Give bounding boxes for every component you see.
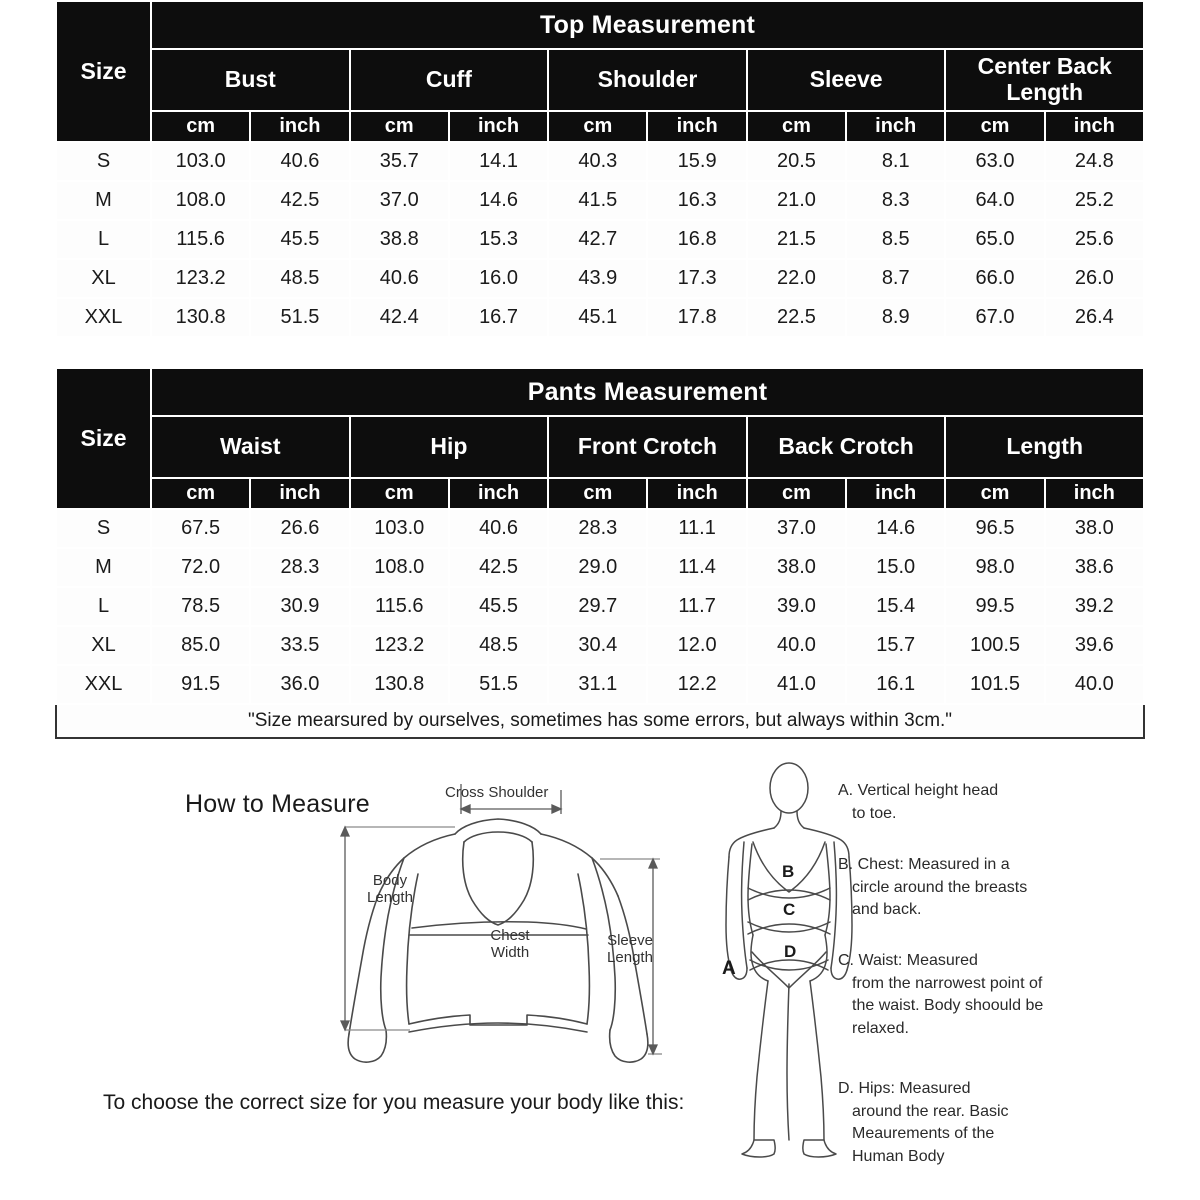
table-cell: 15.0 [846,548,945,587]
top-unit-cell: inch [449,111,548,142]
table-cell: 26.4 [1045,298,1144,337]
table-cell: 17.3 [647,259,746,298]
table-cell: 103.0 [151,142,250,181]
table-cell: 11.7 [647,587,746,626]
table-cell: 41.0 [747,665,846,704]
footnote-row [56,704,1144,738]
pants-unit-cell: inch [250,478,349,509]
top-group-cuff: Cuff [350,49,549,111]
table-row [56,509,1144,548]
how-to-measure-title: How to Measure [185,790,370,818]
figure-letter-a: A [722,958,736,979]
description-d [838,1078,1050,1169]
table-cell: 8.7 [846,259,945,298]
table-cell: 25.2 [1045,181,1144,220]
row-size-label: S [56,142,151,181]
table-cell: 25.6 [1045,220,1144,259]
row-size-label: L [56,587,151,626]
table-cell: 12.2 [647,665,746,704]
pants-table-title: Pants Measurement [151,368,1144,416]
table-cell: 16.3 [647,181,746,220]
table-cell: 51.5 [449,665,548,704]
row-size-label: XXL [56,298,151,337]
table-cell: 16.1 [846,665,945,704]
pants-unit-cell: cm [945,478,1044,509]
table-cell: 67.0 [945,298,1044,337]
table-row [56,548,1144,587]
row-size-label: XL [56,626,151,665]
table-cell: 38.0 [747,548,846,587]
table-cell: 130.8 [151,298,250,337]
top-unit-cell: inch [1045,111,1144,142]
top-table-title: Top Measurement [151,1,1144,49]
table-cell: 40.6 [350,259,449,298]
table-cell: 40.6 [250,142,349,181]
row-size-label: L [56,220,151,259]
pants-group-hip: Hip [350,416,549,478]
table-cell: 101.5 [945,665,1044,704]
table-cell: 15.7 [846,626,945,665]
table-cell: 78.5 [151,587,250,626]
table-cell: 130.8 [350,665,449,704]
table-cell: 11.1 [647,509,746,548]
top-group-sleeve: Sleeve [747,49,946,111]
table-cell: 29.7 [548,587,647,626]
pants-measurement-table [55,367,1145,739]
table-cell: 40.0 [1045,665,1144,704]
pants-unit-cell: cm [548,478,647,509]
table-cell: 39.6 [1045,626,1144,665]
table-cell: 37.0 [747,509,846,548]
description-b [838,854,1050,922]
table-cell: 26.6 [250,509,349,548]
table-cell: 14.1 [449,142,548,181]
top-group-center-back-length: Center Back Length [945,49,1144,111]
table-cell: 14.6 [449,181,548,220]
table-cell: 8.3 [846,181,945,220]
pants-unit-cell: cm [747,478,846,509]
table-cell: 48.5 [250,259,349,298]
table-cell: 66.0 [945,259,1044,298]
pants-unit-cell: cm [350,478,449,509]
table-cell: 42.4 [350,298,449,337]
top-table-title-row [56,1,1144,49]
description-d-cont: around the rear. Basic Meaurements of the Human Body [852,1102,1009,1166]
top-group-bust: Bust [151,49,350,111]
label-cross-shoulder: Cross Shoulder [445,784,549,801]
table-cell: 16.8 [647,220,746,259]
table-cell: 17.8 [647,298,746,337]
top-group-shoulder: Shoulder [548,49,747,111]
table-cell: 38.0 [1045,509,1144,548]
figure-letter-c: C [783,900,796,919]
top-unit-cell: cm [350,111,449,142]
table-cell: 15.4 [846,587,945,626]
pants-unit-cell: inch [1045,478,1144,509]
label-body-length: Body Length [367,872,413,907]
pants-table-group-row [56,416,1144,478]
top-measurement-table [55,0,1145,338]
table-cell: 38.6 [1045,548,1144,587]
figure-letter-d: D [784,942,797,961]
table-cell: 99.5 [945,587,1044,626]
row-size-label: XL [56,259,151,298]
table-cell: 115.6 [151,220,250,259]
table-cell: 29.0 [548,548,647,587]
table-cell: 45.5 [250,220,349,259]
table-cell: 100.5 [945,626,1044,665]
table-cell: 30.9 [250,587,349,626]
table-cell: 67.5 [151,509,250,548]
top-table-unit-row [56,111,1144,142]
description-b-cont: circle around the breasts and back. [852,878,1028,919]
table-cell: 51.5 [250,298,349,337]
table-cell: 45.5 [449,587,548,626]
table-cell: 40.6 [449,509,548,548]
measurement-footnote: "Size mearsured by ourselves, sometimes has some errors, but always within 3cm." [56,704,1144,738]
table-cell: 37.0 [350,181,449,220]
table-cell: 16.0 [449,259,548,298]
label-sleeve-length: Sleeve Length [607,932,653,967]
table-cell: 43.9 [548,259,647,298]
description-b-tag: B. Chest: Measured in a [838,856,1010,873]
pants-group-back-crotch: Back Crotch [747,416,946,478]
table-cell: 8.5 [846,220,945,259]
table-row [56,259,1144,298]
table-cell: 42.5 [449,548,548,587]
table-cell: 123.2 [350,626,449,665]
table-cell: 31.1 [548,665,647,704]
table-cell: 28.3 [548,509,647,548]
pants-table-unit-row [56,478,1144,509]
table-cell: 8.9 [846,298,945,337]
table-cell: 40.0 [747,626,846,665]
table-cell: 65.0 [945,220,1044,259]
top-unit-cell: cm [151,111,250,142]
table-row [56,626,1144,665]
table-row [56,587,1144,626]
table-cell: 85.0 [151,626,250,665]
table-cell: 45.1 [548,298,647,337]
table-row [56,220,1144,259]
table-cell: 15.3 [449,220,548,259]
table-cell: 39.2 [1045,587,1144,626]
row-size-label: M [56,548,151,587]
table-cell: 64.0 [945,181,1044,220]
top-unit-cell: cm [548,111,647,142]
table-cell: 42.5 [250,181,349,220]
figure-letter-b: B [782,862,795,881]
table-cell: 8.1 [846,142,945,181]
table-cell: 15.9 [647,142,746,181]
top-size-header: Size [56,1,151,142]
table-cell: 26.0 [1045,259,1144,298]
description-d-tag: D. Hips: Measured [838,1080,971,1097]
table-cell: 98.0 [945,548,1044,587]
table-row [56,142,1144,181]
table-cell: 16.7 [449,298,548,337]
table-cell: 12.0 [647,626,746,665]
row-size-label: XXL [56,665,151,704]
description-c [838,950,1050,1041]
table-cell: 24.8 [1045,142,1144,181]
table-cell: 72.0 [151,548,250,587]
pants-group-waist: Waist [151,416,350,478]
table-cell: 36.0 [250,665,349,704]
table-cell: 103.0 [350,509,449,548]
table-row [56,298,1144,337]
top-unit-cell: inch [647,111,746,142]
row-size-label: S [56,509,151,548]
description-c-cont: from the narrowest point of the waist. Body shoould be relaxed. [852,974,1044,1038]
table-cell: 33.5 [250,626,349,665]
table-cell: 28.3 [250,548,349,587]
top-unit-cell: inch [846,111,945,142]
table-cell: 14.6 [846,509,945,548]
table-cell: 123.2 [151,259,250,298]
table-cell: 96.5 [945,509,1044,548]
table-cell: 42.7 [548,220,647,259]
pants-group-front-crotch: Front Crotch [548,416,747,478]
table-cell: 40.3 [548,142,647,181]
top-unit-cell: cm [747,111,846,142]
how-to-measure-section [0,762,1200,1200]
pants-unit-cell: inch [647,478,746,509]
pants-table-title-row [56,368,1144,416]
table-row [56,181,1144,220]
top-table-group-row [56,49,1144,111]
table-cell: 91.5 [151,665,250,704]
pants-unit-cell: cm [151,478,250,509]
table-cell: 63.0 [945,142,1044,181]
description-c-tag: C. Waist: Measured [838,952,978,969]
table-cell: 21.0 [747,181,846,220]
table-cell: 108.0 [350,548,449,587]
description-a [838,780,1050,825]
pants-unit-cell: inch [449,478,548,509]
table-cell: 115.6 [350,587,449,626]
pants-unit-cell: inch [846,478,945,509]
table-cell: 11.4 [647,548,746,587]
choose-size-instruction: To choose the correct size for you measure your body like this: [103,1091,685,1114]
top-unit-cell: cm [945,111,1044,142]
table-cell: 41.5 [548,181,647,220]
table-cell: 21.5 [747,220,846,259]
table-cell: 38.8 [350,220,449,259]
table-cell: 39.0 [747,587,846,626]
table-cell: 22.5 [747,298,846,337]
table-row [56,665,1144,704]
pants-group-length: Length [945,416,1144,478]
table-cell: 108.0 [151,181,250,220]
label-chest-width: Chest Width [490,927,530,962]
top-unit-cell: inch [250,111,349,142]
table-cell: 30.4 [548,626,647,665]
table-cell: 35.7 [350,142,449,181]
table-cell: 20.5 [747,142,846,181]
table-cell: 22.0 [747,259,846,298]
pants-size-header: Size [56,368,151,509]
table-cell: 48.5 [449,626,548,665]
row-size-label: M [56,181,151,220]
description-a-tag: A. Vertical height head [838,782,999,799]
description-a-cont: to toe. [852,804,897,822]
